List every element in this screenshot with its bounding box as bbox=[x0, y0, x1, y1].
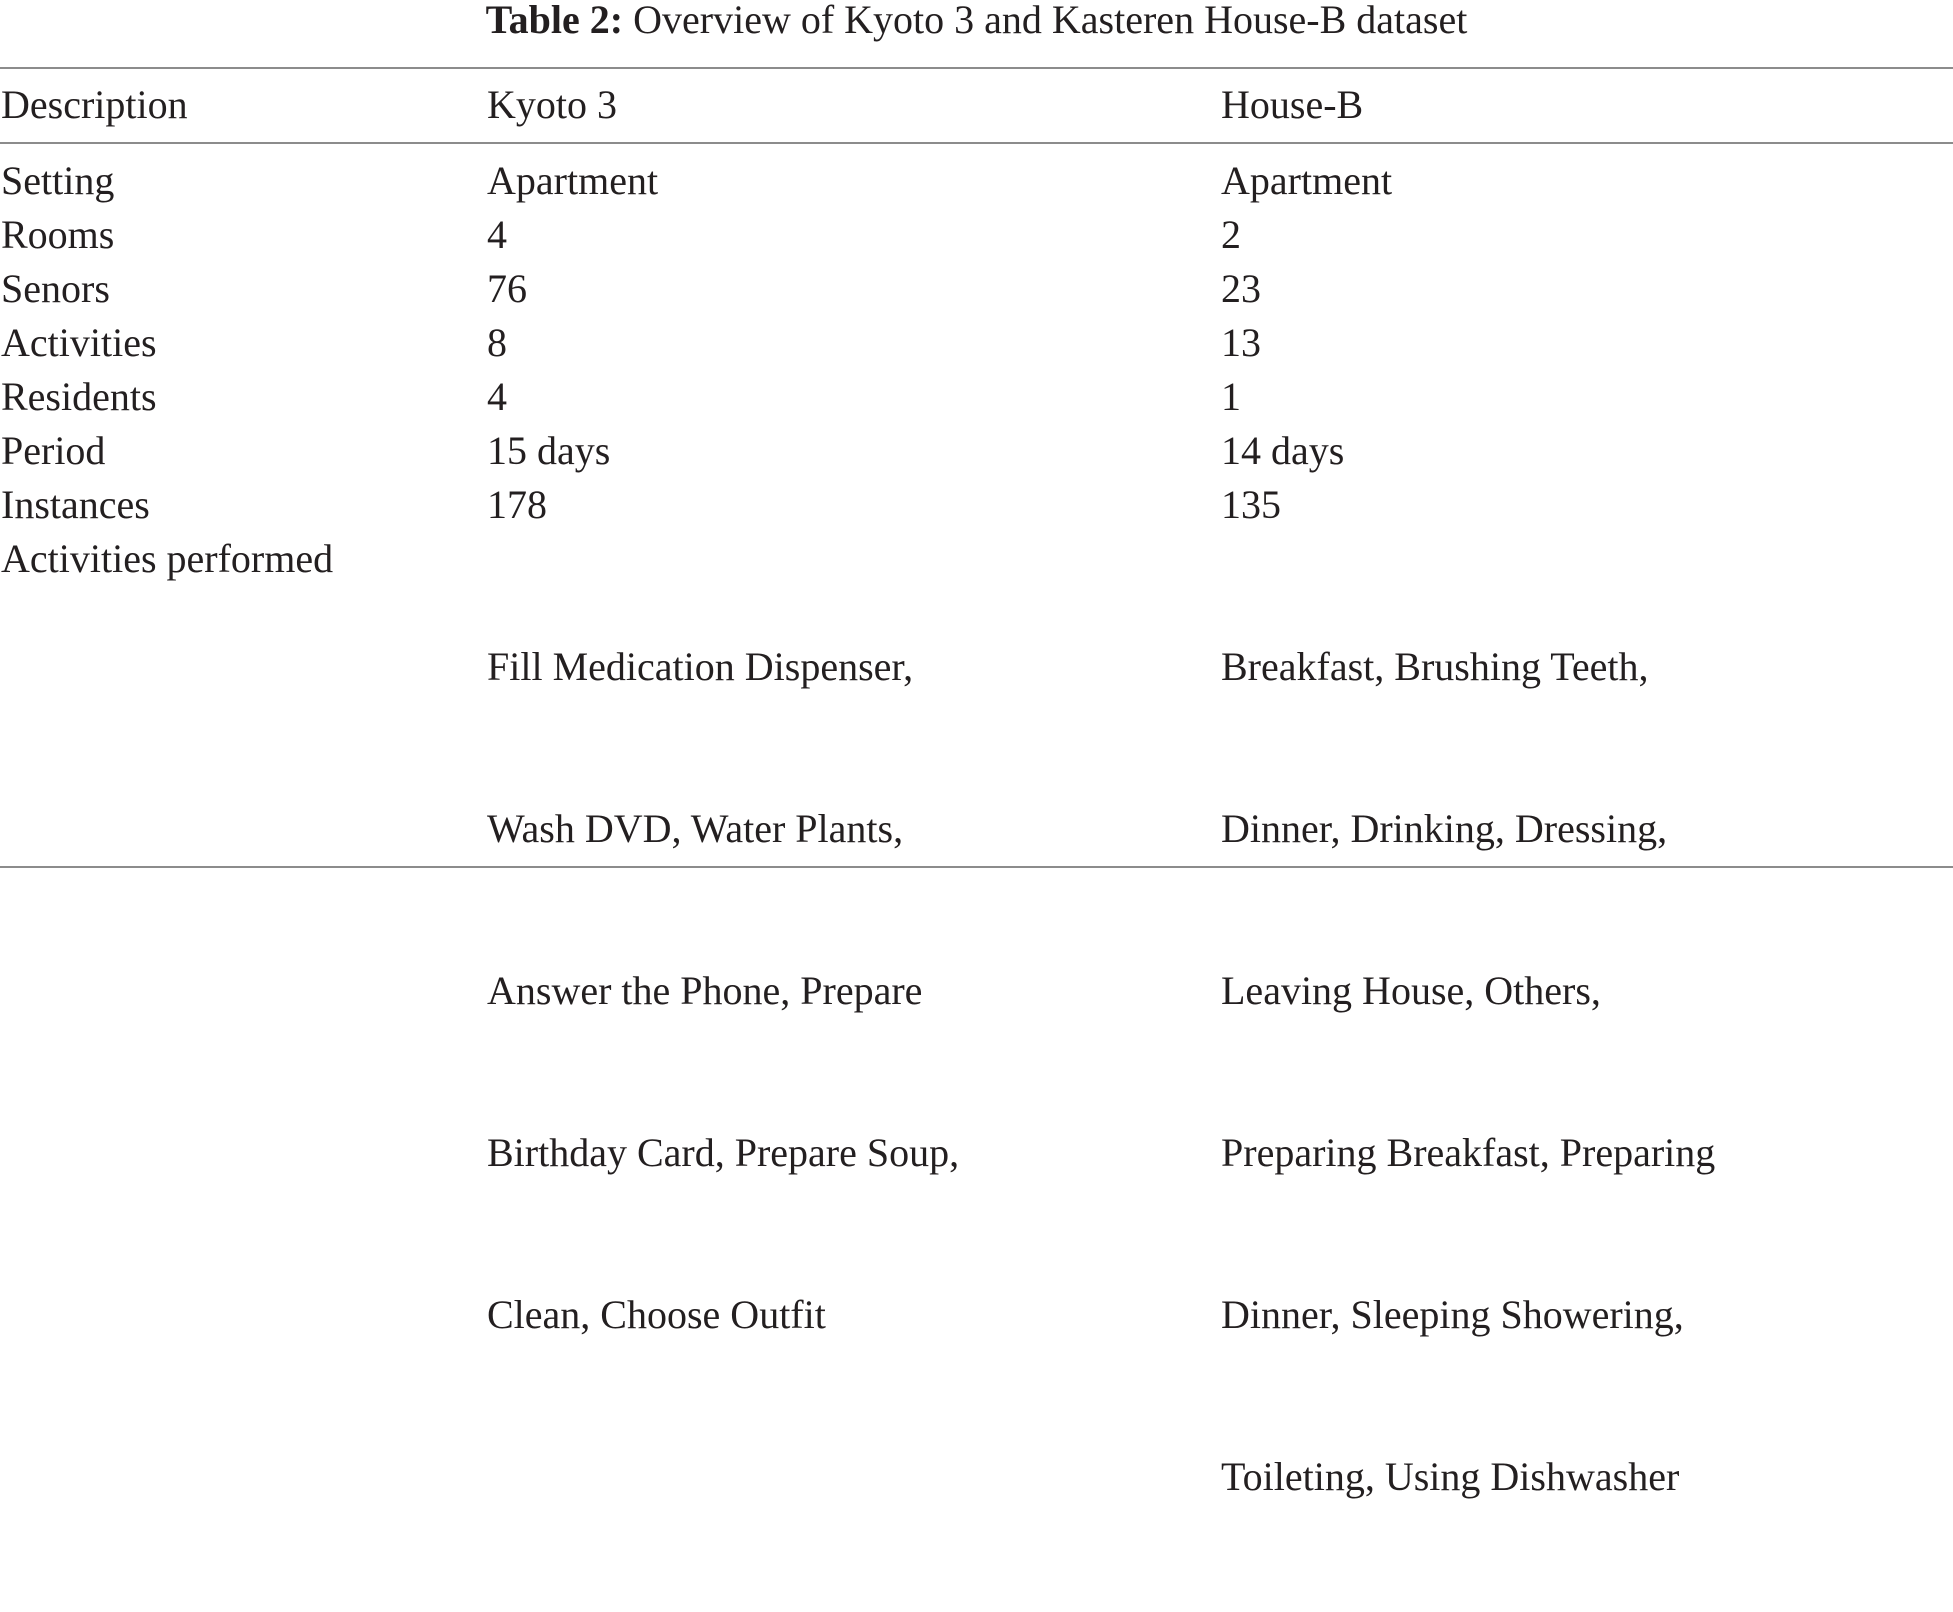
kyoto3-value: Apartment bbox=[487, 158, 659, 203]
table-top-rule bbox=[0, 67, 1953, 69]
row-label: Instances bbox=[1, 482, 150, 527]
header-houseb: House-B bbox=[1221, 82, 1364, 127]
houseb-value: Apartment bbox=[1221, 158, 1393, 203]
houseb-activities-list bbox=[1221, 532, 1715, 1612]
table-header-rule bbox=[0, 142, 1953, 144]
row-label: Period bbox=[1, 428, 106, 473]
kyoto3-activities-line: Answer the Phone, Prepare bbox=[487, 968, 923, 1013]
kyoto3-activities-line: Birthday Card, Prepare Soup, bbox=[487, 1130, 960, 1175]
kyoto3-activities-list bbox=[487, 532, 959, 1450]
table-row bbox=[0, 424, 1953, 478]
kyoto3-value: 178 bbox=[487, 482, 547, 527]
table-caption-text: Overview of Kyoto 3 and Kasteren House-B dataset bbox=[623, 0, 1468, 42]
row-label: Residents bbox=[1, 374, 157, 419]
row-label: Senors bbox=[1, 266, 110, 311]
table-row bbox=[0, 370, 1953, 424]
table-row bbox=[0, 208, 1953, 262]
header-kyoto3: Kyoto 3 bbox=[487, 82, 617, 127]
kyoto3-activities-line: Clean, Choose Outfit bbox=[487, 1292, 826, 1337]
row-label: Activities bbox=[1, 320, 157, 365]
kyoto3-value: 4 bbox=[487, 374, 507, 419]
row-label: Setting bbox=[1, 158, 115, 203]
table-bottom-rule bbox=[0, 866, 1953, 868]
houseb-value: 135 bbox=[1221, 482, 1281, 527]
houseb-value: 13 bbox=[1221, 320, 1261, 365]
table-caption-label: Table 2: bbox=[485, 0, 624, 42]
houseb-activities-line: Dinner, Drinking, Dressing, bbox=[1221, 806, 1668, 851]
table-caption bbox=[0, 0, 1953, 40]
row-label: Activities performed bbox=[1, 536, 334, 581]
houseb-activities-line: Preparing Breakfast, Preparing bbox=[1221, 1130, 1716, 1175]
header-description: Description bbox=[1, 82, 188, 127]
table-row bbox=[0, 478, 1953, 532]
houseb-activities-line: Toileting, Using Dishwasher bbox=[1221, 1454, 1680, 1499]
table-row bbox=[0, 154, 1953, 208]
houseb-activities-line: Leaving House, Others, bbox=[1221, 968, 1601, 1013]
table-row-activities-performed bbox=[0, 532, 1953, 1499]
houseb-value: 1 bbox=[1221, 374, 1241, 419]
kyoto3-value: 4 bbox=[487, 212, 507, 257]
houseb-value: 14 days bbox=[1221, 428, 1345, 473]
kyoto3-value: 8 bbox=[487, 320, 507, 365]
houseb-value: 23 bbox=[1221, 266, 1261, 311]
table-row bbox=[0, 262, 1953, 316]
row-label: Rooms bbox=[1, 212, 115, 257]
houseb-activities-line: Dinner, Sleeping Showering, bbox=[1221, 1292, 1684, 1337]
houseb-activities-line: Breakfast, Brushing Teeth, bbox=[1221, 644, 1649, 689]
kyoto3-activities-line: Fill Medication Dispenser, bbox=[487, 644, 914, 689]
kyoto3-value: 76 bbox=[487, 266, 527, 311]
houseb-value: 2 bbox=[1221, 212, 1241, 257]
kyoto3-activities-line: Wash DVD, Water Plants, bbox=[487, 806, 904, 851]
kyoto3-value: 15 days bbox=[487, 428, 611, 473]
table-body bbox=[0, 154, 1953, 1499]
table-row bbox=[0, 316, 1953, 370]
